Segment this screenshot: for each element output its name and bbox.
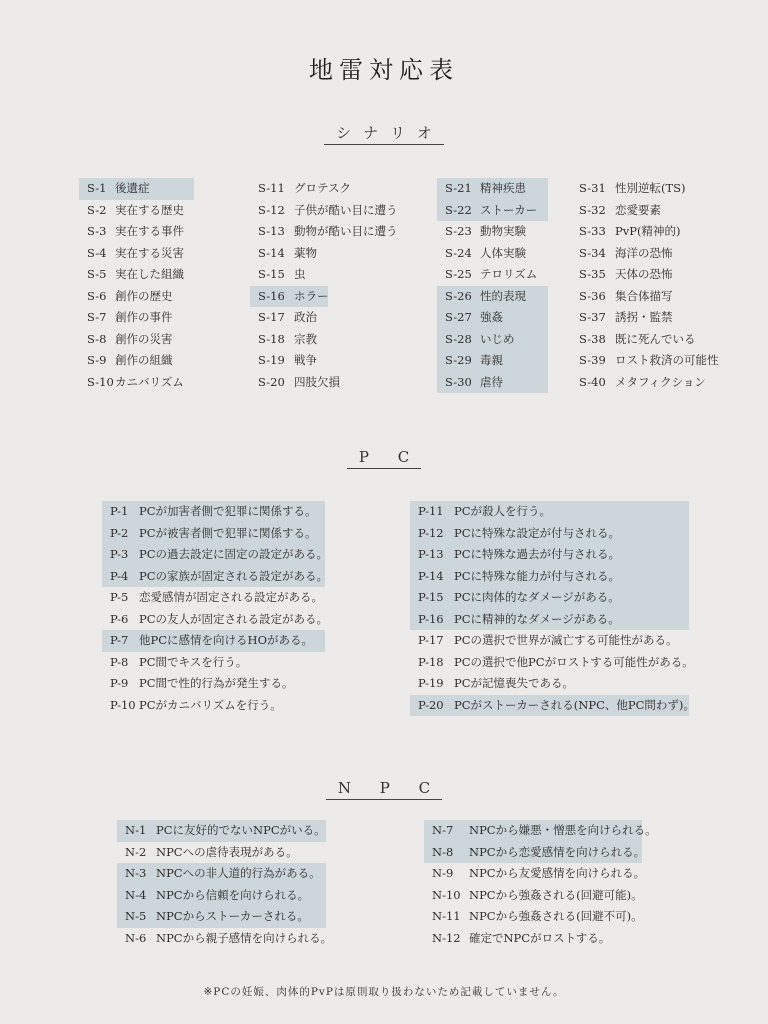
item-code: P-17 [418,633,444,647]
list-item [117,863,326,885]
list-item [410,566,689,588]
list-item [437,221,548,243]
item-code: P-3 [110,547,129,561]
item-code: N-5 [125,909,147,923]
list-item [410,587,689,609]
item-code: S-12 [258,202,285,217]
item-text: NPCへの非人道的行為がある。 [156,866,321,880]
item-text: 創作の歴史 [115,288,173,303]
item-code: P-13 [418,547,444,561]
item-text: 創作の組織 [115,353,173,367]
list-item [571,350,741,372]
list-item [102,501,325,523]
list-item [571,286,741,308]
list-item [102,695,325,717]
list-item [571,178,741,200]
item-text: PCが加害者側で犯罪に関係する。 [139,504,317,518]
list-item [250,372,340,394]
item-code: S-39 [579,353,606,367]
list-item [79,286,194,308]
item-code: P-11 [418,504,444,518]
list-item [410,501,689,523]
item-text: 確定でNPCがロストする。 [469,930,611,945]
item-code: S-8 [87,331,107,346]
item-text: PCに友好的でないNPCがいる。 [156,823,326,837]
list-item [117,885,326,907]
item-text: 実在する歴史 [115,202,184,217]
item-text: 恋愛感情が固定される設定がある。 [139,590,323,604]
item-text: PCに肉体的なダメージがある。 [454,590,620,604]
list-item [102,673,325,695]
list-item [250,243,328,265]
item-text: 政治 [294,310,317,324]
item-text: 精神疾患 [480,181,526,195]
item-text: 虐待 [480,374,503,389]
item-text: 実在する災害 [115,245,184,260]
item-text: PvP(精神的) [615,224,681,238]
item-code: S-31 [579,181,606,195]
item-text: PCに特殊な過去が付与される。 [454,547,621,561]
pc-column-1 [102,501,329,716]
item-text: NPCから嫌悪・憎悪を向けられる。 [469,823,657,837]
list-item [571,243,741,265]
pc-column-2 [410,501,695,716]
list-item [102,523,325,545]
item-code: S-24 [445,245,472,260]
item-code: S-7 [87,310,107,324]
item-code: S-11 [258,181,285,195]
list-item [424,820,657,842]
item-code: S-26 [445,288,472,303]
list-item [79,264,194,286]
item-text: 後遺症 [115,181,150,195]
item-code: P-7 [110,633,129,647]
item-text: PCに精神的なダメージがある。 [454,611,620,626]
item-code: S-2 [87,202,107,217]
item-text: PCに特殊な能力が付与される。 [454,568,621,583]
list-item [79,178,194,200]
item-text: NPCへの虐待表現がある。 [156,844,298,859]
item-text: 動物実験 [480,224,526,238]
item-text: PCがカニバリズムを行う。 [139,697,282,712]
item-text: 海洋の恐怖 [615,245,673,260]
item-text: 創作の事件 [115,310,173,324]
item-text: PC間で性的行為が発生する。 [139,676,294,690]
item-code: S-33 [579,224,606,238]
item-code: S-18 [258,331,285,346]
section-heading-pc: P C [0,448,768,469]
section-heading-npc: N P C [0,779,768,800]
item-text: カニバリズム [115,374,184,389]
list-item [571,372,741,394]
item-text: 実在した組織 [115,267,184,281]
item-text: PC間でキスを行う。 [139,654,248,669]
section-heading-scenario: シナリオ [0,124,768,145]
item-text: ロスト救済の可能性 [615,353,719,367]
item-code: S-17 [258,310,285,324]
item-code: S-25 [445,267,472,281]
npc-column-1 [117,820,333,949]
item-code: P-8 [110,654,129,669]
item-text: PCの選択で他PCがロストする可能性がある。 [454,654,694,669]
list-item [250,307,328,329]
item-code: N-8 [432,844,454,859]
list-item [79,200,194,222]
item-code: S-21 [445,181,472,195]
item-code: N-7 [432,823,454,837]
item-text: 宗教 [294,331,317,346]
item-code: P-4 [110,568,129,583]
list-item [571,200,741,222]
item-code: N-2 [125,844,147,859]
item-text: PCが殺人を行う。 [454,504,552,518]
list-item [79,372,194,394]
item-text: 性的表現 [480,288,526,303]
item-code: S-3 [87,224,107,238]
item-text: 強姦 [480,310,503,324]
item-code: S-1 [87,181,107,195]
list-item [571,221,741,243]
item-text: 子供が酷い目に遭う [294,202,398,217]
item-text: PCの選択で世界が滅亡する可能性がある。 [454,633,678,647]
item-code: N-11 [432,909,461,923]
item-code: S-19 [258,353,285,367]
item-code: S-16 [258,288,285,303]
item-text: PCの家族が固定される設定がある。 [139,568,329,583]
list-item [437,200,548,222]
list-item [250,329,328,351]
item-code: S-28 [445,331,472,346]
list-item [410,630,689,652]
item-code: S-5 [87,267,107,281]
page-title: 地雷対応表 [309,56,459,84]
item-text: 毒親 [480,353,503,367]
item-code: S-9 [87,353,107,367]
list-item [437,307,548,329]
item-text: 虫 [294,267,306,281]
item-code: S-10 [87,374,114,389]
item-code: S-15 [258,267,285,281]
item-code: S-38 [579,331,606,346]
item-text: NPCから恋愛感情を向けられる。 [469,844,646,859]
item-text: ホラー [294,288,329,303]
item-code: N-1 [125,823,147,837]
item-code: P-19 [418,676,444,690]
item-code: S-29 [445,353,472,367]
list-item [79,221,194,243]
list-item [437,178,548,200]
item-code: S-23 [445,224,472,238]
list-item [102,630,325,652]
item-code: S-6 [87,288,107,303]
list-item [410,523,689,545]
item-code: S-14 [258,245,285,260]
item-code: S-13 [258,224,285,238]
item-text: NPCから信頼を向けられる。 [156,887,310,902]
item-code: N-4 [125,887,147,902]
list-item [437,286,548,308]
item-text: NPCから友愛感情を向けられる。 [469,866,646,880]
item-code: S-40 [579,374,606,389]
item-text: 天体の恐怖 [615,267,673,281]
list-item [410,695,695,717]
list-item [424,928,642,950]
list-item [79,329,194,351]
list-item [437,350,548,372]
item-code: S-22 [445,202,472,217]
item-code: P-9 [110,676,129,690]
item-text: 創作の災害 [115,331,173,346]
item-text: PCの友人が固定される設定がある。 [139,611,329,626]
item-code: N-12 [432,930,461,945]
list-item [102,587,325,609]
list-item [424,906,642,928]
item-code: P-18 [418,654,444,669]
item-text: 性別逆転(TS) [615,181,686,195]
list-item [250,350,328,372]
list-item [424,885,642,907]
item-text: 人体実験 [480,245,526,260]
list-item [250,178,352,200]
list-item [410,673,689,695]
list-item [250,221,398,243]
list-item [79,243,194,265]
item-text: 戦争 [294,353,317,367]
item-text: メタフィクション [615,374,706,389]
list-item [102,609,329,631]
item-code: P-16 [418,611,444,626]
item-code: N-3 [125,866,147,880]
scenario-column-4 [571,178,741,393]
item-code: N-10 [432,887,461,902]
item-code: S-35 [579,267,606,281]
list-item [250,264,328,286]
item-text: グロテスク [294,181,352,195]
item-code: S-36 [579,288,606,303]
list-item [117,820,326,842]
list-item [437,243,548,265]
scenario-column-2 [250,178,398,393]
item-text: NPCからストーカーされる。 [156,909,309,923]
scenario-column-1 [79,178,194,393]
item-text: 恋愛要素 [615,202,661,217]
list-item [424,842,646,864]
item-code: P-20 [418,697,444,712]
item-text: NPCから親子感情を向けられる。 [156,930,333,945]
list-item [117,928,333,950]
item-text: 既に死んでいる [615,331,696,346]
list-item [79,307,194,329]
item-text: NPCから強姦される(回避可能)。 [469,887,643,902]
item-code: S-34 [579,245,606,260]
item-code: S-4 [87,245,107,260]
item-code: P-10 [110,697,136,712]
item-code: P-6 [110,611,129,626]
item-text: 実在する事件 [115,224,184,238]
list-item [102,566,329,588]
list-item [410,652,694,674]
list-item [410,544,689,566]
item-text: テロリズム [480,267,538,281]
item-text: 誘拐・監禁 [615,310,673,324]
list-item [571,307,741,329]
list-item [79,350,194,372]
list-item [102,652,325,674]
item-text: 薬物 [294,245,317,260]
item-text: NPCから強姦される(回避不可)。 [469,909,643,923]
list-item [437,264,548,286]
list-item [117,906,326,928]
list-item [117,842,326,864]
item-code: P-14 [418,568,444,583]
item-code: P-15 [418,590,444,604]
item-text: PCが被害者側で犯罪に関係する。 [139,525,317,540]
list-item [102,544,329,566]
list-item [571,264,741,286]
item-text: 四肢欠損 [294,374,340,389]
list-item [250,200,398,222]
item-code: P-12 [418,525,444,540]
list-item [250,286,328,308]
list-item [437,329,548,351]
item-code: S-27 [445,310,472,324]
item-text: ストーカー [480,202,538,217]
item-text: PCの過去設定に固定の設定がある。 [139,547,329,561]
list-item [410,609,689,631]
npc-column-2 [424,820,657,949]
list-item [424,863,646,885]
item-text: 動物が酷い目に遭う [294,224,398,238]
item-text: PCに特殊な設定が付与される。 [454,525,621,540]
item-code: P-5 [110,590,129,604]
item-code: P-2 [110,525,129,540]
item-text: いじめ [480,331,515,346]
list-item [571,329,741,351]
item-code: S-20 [258,374,285,389]
item-code: N-9 [432,866,454,880]
item-code: N-6 [125,930,147,945]
item-code: S-32 [579,202,606,217]
scenario-column-3 [437,178,548,393]
footnote: ※PCの妊娠、肉体的PvPは原則取り扱わないため記載していません。 [203,986,565,998]
item-code: P-1 [110,504,129,518]
item-text: PCがストーカーされる(NPC、他PC問わず)。 [454,697,695,712]
list-item [437,372,548,394]
item-text: 集合体描写 [615,288,673,303]
item-text: PCが記憶喪失である。 [454,676,575,690]
item-code: S-37 [579,310,606,324]
item-code: S-30 [445,374,472,389]
item-text: 他PCに感情を向けるHOがある。 [139,633,313,647]
